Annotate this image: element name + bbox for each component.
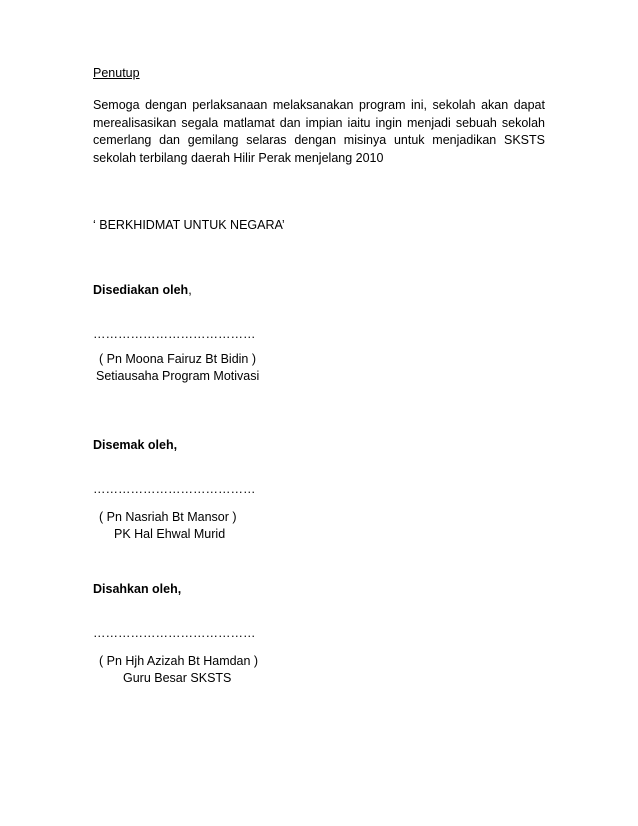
approved-signature-line: …………………………………	[93, 626, 256, 640]
reviewed-name: ( Pn Nasriah Bt Mansor )	[99, 510, 237, 524]
reviewed-signature-line: …………………………………	[93, 482, 256, 496]
prepared-by-label-text: Disediakan oleh	[93, 283, 189, 297]
reviewed-by-label: Disemak oleh,	[93, 438, 178, 452]
approved-by-label: Disahkan oleh,	[93, 582, 182, 596]
prepared-by-label	[93, 283, 192, 298]
prepared-name: ( Pn Moona Fairuz Bt Bidin )	[99, 352, 257, 366]
motto: ‘ BERKHIDMAT UNTUK NEGARA’	[93, 218, 285, 232]
approved-name: ( Pn Hjh Azizah Bt Hamdan )	[99, 654, 259, 668]
closing-paragraph: Semoga dengan perlaksanaan melaksanakan program ini, sekolah akan dapat merealisasikan segala matlamat dan impian iaitu ingin menjadi sebuah sekolah cemerlang dan gemilang selaras dengan misinya untuk menjadikan SKSTS sekolah terbilang daerah Hilir Perak menjelang 2010	[93, 98, 545, 165]
prepared-signature-line: …………………………………	[93, 327, 256, 341]
prepared-title: Setiausaha Program Motivasi	[96, 369, 260, 383]
section-heading: Penutup	[93, 66, 140, 80]
reviewed-title: PK Hal Ehwal Murid	[114, 527, 226, 541]
approved-title: Guru Besar SKSTS	[123, 671, 232, 685]
prepared-by-comma: ,	[188, 283, 192, 297]
